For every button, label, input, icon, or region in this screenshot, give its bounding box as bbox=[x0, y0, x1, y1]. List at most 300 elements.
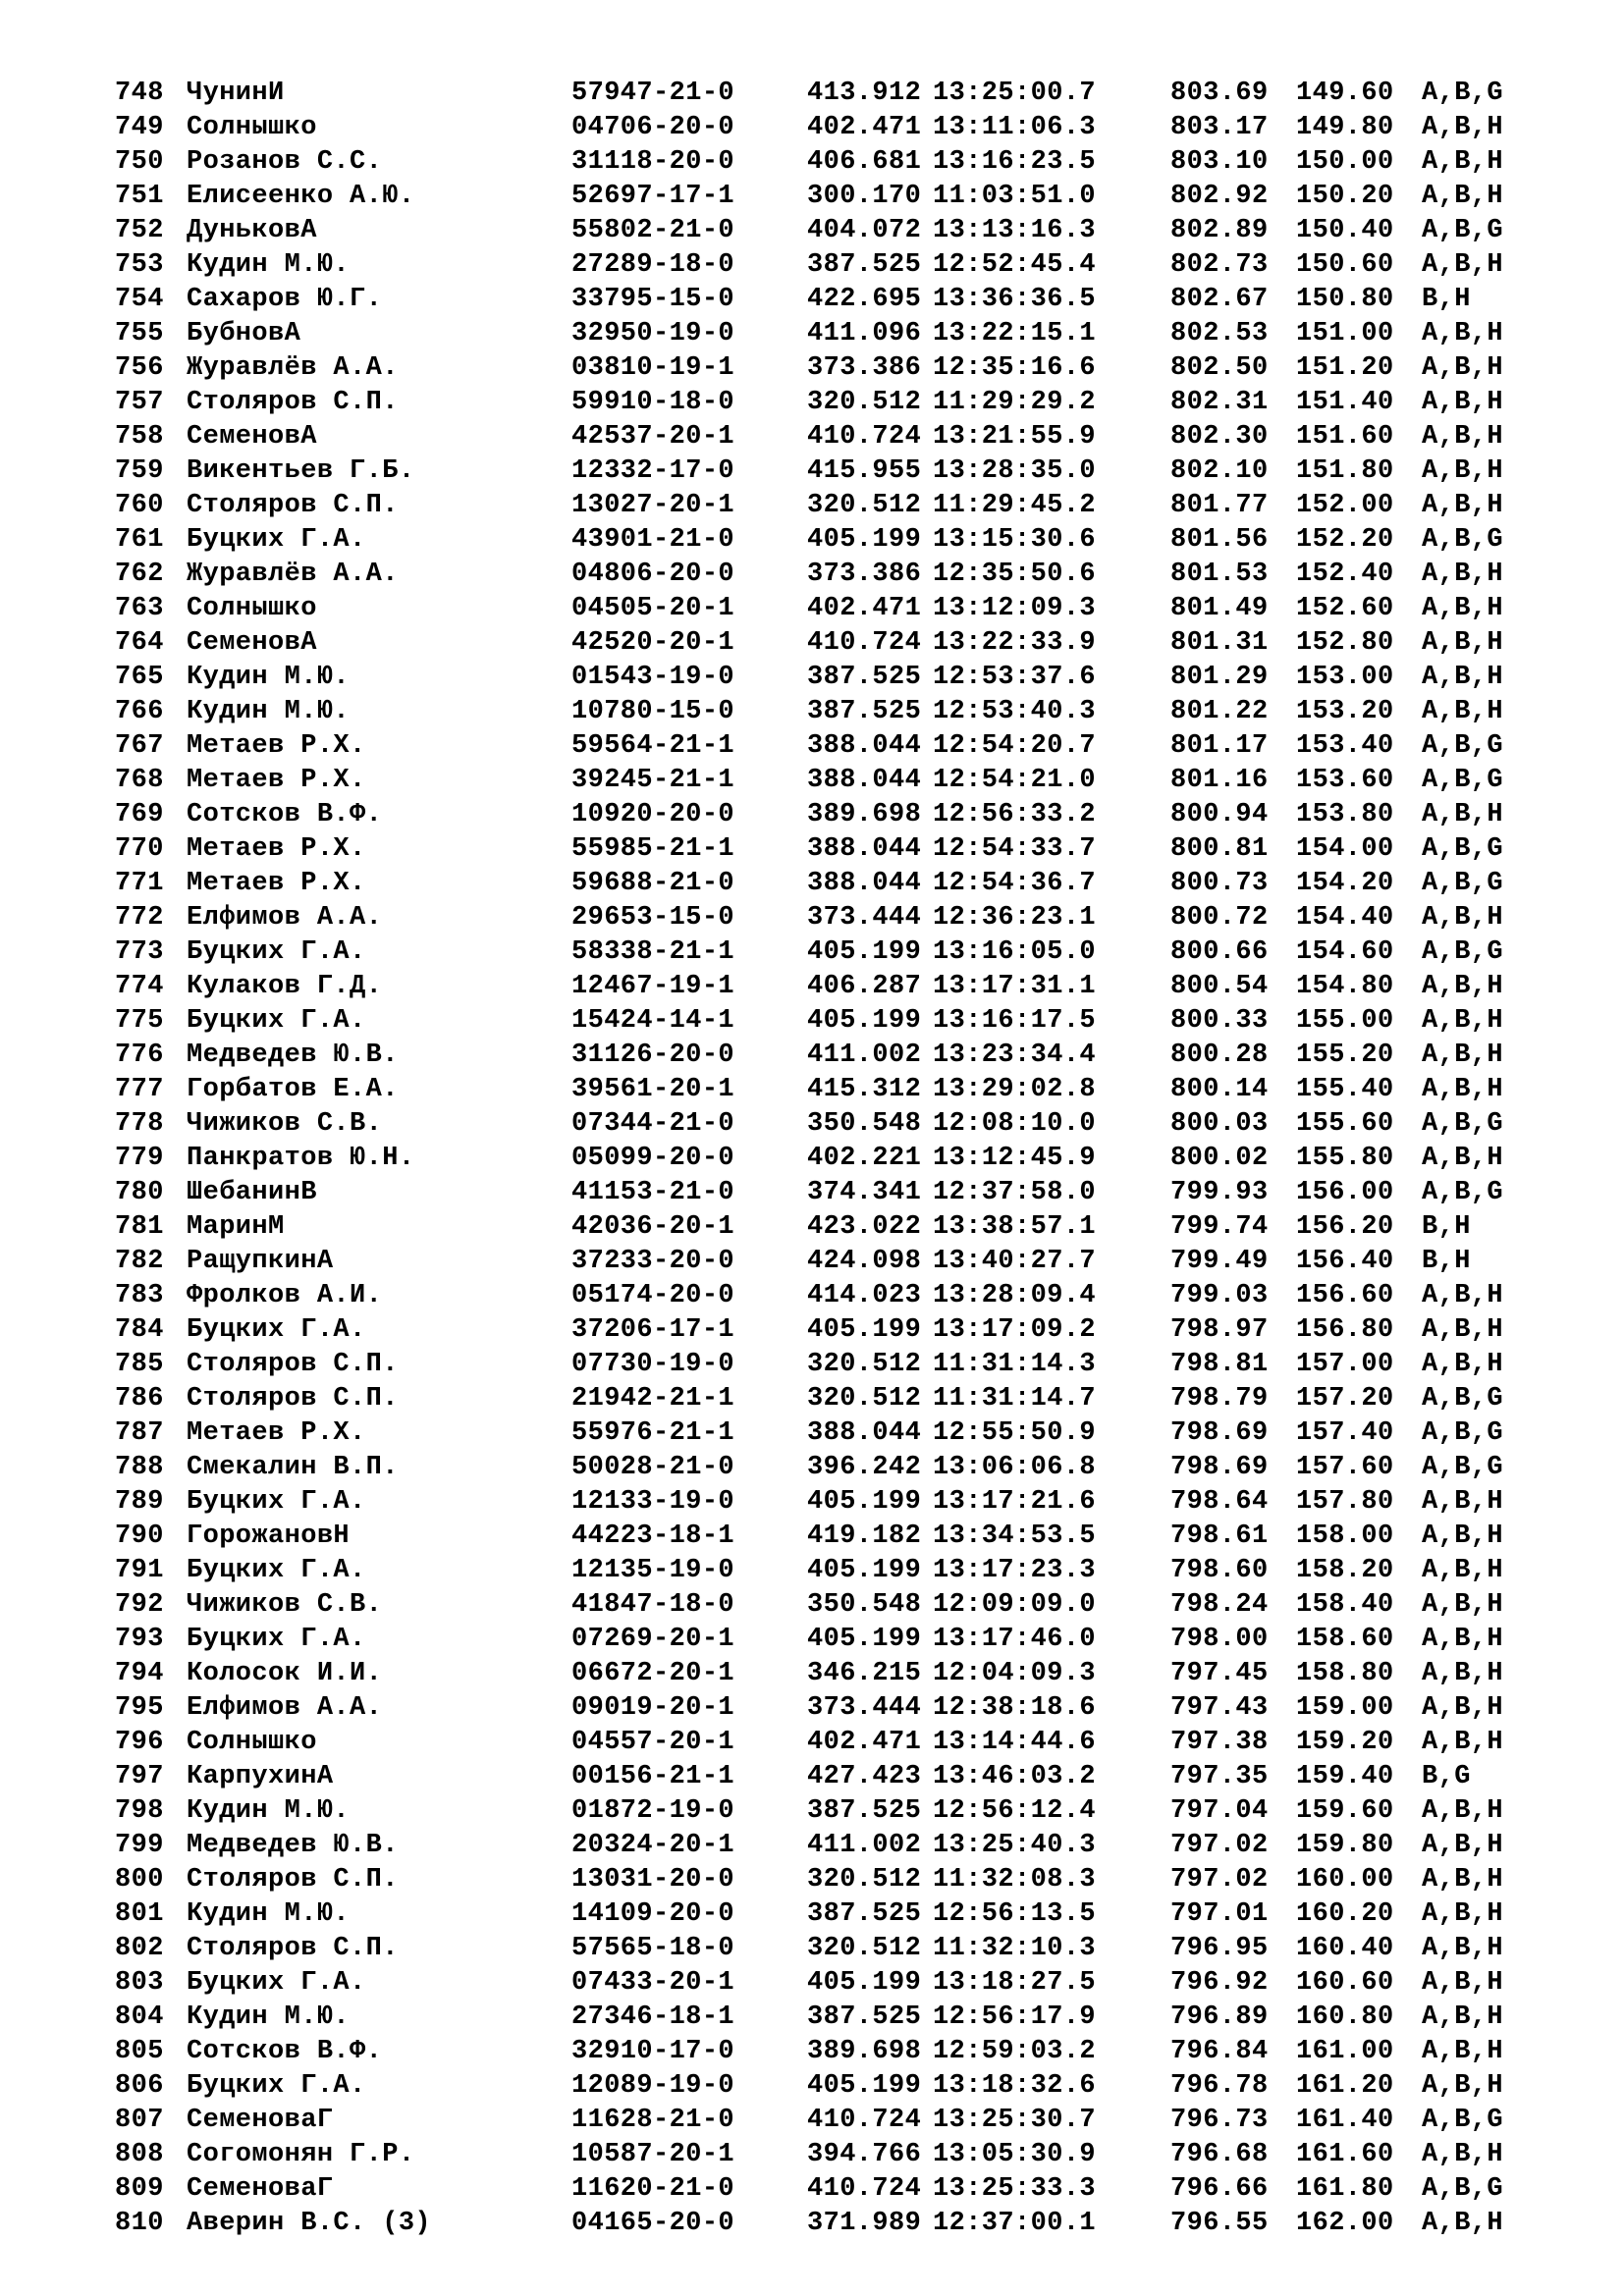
table-row bbox=[0, 1245, 1624, 1279]
table-row bbox=[0, 351, 1624, 386]
points-cell: 152.00 bbox=[1296, 491, 1394, 520]
pigeon-owner-cell: Буцких Г.А. bbox=[187, 937, 366, 967]
rank-cell: 781 bbox=[115, 1212, 164, 1242]
rank-cell: 758 bbox=[115, 422, 164, 452]
table-row bbox=[0, 2035, 1624, 2069]
category-cell: A,B,H bbox=[1422, 319, 1504, 348]
distance-cell: 396.242 bbox=[807, 1453, 922, 1482]
distance-cell: 405.199 bbox=[807, 1556, 922, 1585]
ring-number-cell: 37206-17-1 bbox=[571, 1315, 735, 1345]
table-row bbox=[0, 935, 1624, 970]
distance-cell: 346.215 bbox=[807, 1659, 922, 1688]
arrival-time-cell: 12:54:36.7 bbox=[933, 869, 1097, 898]
speed-cell: 796.89 bbox=[1170, 2002, 1269, 2032]
table-row bbox=[0, 1039, 1624, 1073]
pigeon-owner-cell: Метаев Р.Х. bbox=[187, 766, 366, 795]
ring-number-cell: 11620-21-0 bbox=[571, 2174, 735, 2204]
speed-cell: 801.77 bbox=[1170, 491, 1269, 520]
points-cell: 161.00 bbox=[1296, 2037, 1394, 2066]
arrival-time-cell: 13:05:30.9 bbox=[933, 2140, 1097, 2169]
arrival-time-cell: 12:56:33.2 bbox=[933, 800, 1097, 829]
category-cell: A,B,H bbox=[1422, 491, 1504, 520]
distance-cell: 320.512 bbox=[807, 1865, 922, 1895]
ring-number-cell: 31118-20-0 bbox=[571, 147, 735, 177]
ring-number-cell: 29653-15-0 bbox=[571, 903, 735, 933]
rank-cell: 796 bbox=[115, 1728, 164, 1757]
speed-cell: 802.67 bbox=[1170, 285, 1269, 314]
arrival-time-cell: 13:25:30.7 bbox=[933, 2106, 1097, 2135]
ring-number-cell: 10587-20-1 bbox=[571, 2140, 735, 2169]
arrival-time-cell: 13:21:55.9 bbox=[933, 422, 1097, 452]
category-cell: A,B,H bbox=[1422, 972, 1504, 1001]
distance-cell: 406.287 bbox=[807, 972, 922, 1001]
arrival-time-cell: 13:15:30.6 bbox=[933, 525, 1097, 555]
points-cell: 152.20 bbox=[1296, 525, 1394, 555]
category-cell: A,B,H bbox=[1422, 1796, 1504, 1826]
table-row bbox=[0, 592, 1624, 626]
arrival-time-cell: 13:11:06.3 bbox=[933, 113, 1097, 142]
pigeon-owner-cell: Розанов С.С. bbox=[187, 147, 383, 177]
arrival-time-cell: 12:35:50.6 bbox=[933, 560, 1097, 589]
table-row bbox=[0, 1554, 1624, 1588]
ring-number-cell: 42520-20-1 bbox=[571, 628, 735, 658]
distance-cell: 394.766 bbox=[807, 2140, 922, 2169]
points-cell: 157.20 bbox=[1296, 1384, 1394, 1414]
distance-cell: 320.512 bbox=[807, 1934, 922, 1963]
points-cell: 154.60 bbox=[1296, 937, 1394, 967]
distance-cell: 402.471 bbox=[807, 1728, 922, 1757]
points-cell: 154.00 bbox=[1296, 834, 1394, 864]
pigeon-owner-cell: КарпухинА bbox=[187, 1762, 334, 1791]
ring-number-cell: 57947-21-0 bbox=[571, 79, 735, 108]
category-cell: A,B,H bbox=[1422, 2037, 1504, 2066]
points-cell: 158.40 bbox=[1296, 1590, 1394, 1620]
speed-cell: 797.02 bbox=[1170, 1831, 1269, 1860]
speed-cell: 796.66 bbox=[1170, 2174, 1269, 2204]
category-cell: A,B,H bbox=[1422, 1487, 1504, 1517]
pigeon-owner-cell: Панкратов Ю.Н. bbox=[187, 1144, 415, 1173]
distance-cell: 373.444 bbox=[807, 1693, 922, 1723]
speed-cell: 799.49 bbox=[1170, 1247, 1269, 1276]
pigeon-owner-cell: Кудин М.Ю. bbox=[187, 1899, 351, 1929]
speed-cell: 796.73 bbox=[1170, 2106, 1269, 2135]
rank-cell: 753 bbox=[115, 250, 164, 280]
pigeon-owner-cell: Горбатов Е.А. bbox=[187, 1075, 399, 1104]
ring-number-cell: 39561-20-1 bbox=[571, 1075, 735, 1104]
category-cell: A,B,H bbox=[1422, 1693, 1504, 1723]
rank-cell: 792 bbox=[115, 1590, 164, 1620]
table-row bbox=[0, 1794, 1624, 1829]
distance-cell: 405.199 bbox=[807, 1315, 922, 1345]
distance-cell: 411.002 bbox=[807, 1831, 922, 1860]
speed-cell: 799.74 bbox=[1170, 1212, 1269, 1242]
table-row bbox=[0, 1829, 1624, 1863]
arrival-time-cell: 13:25:33.3 bbox=[933, 2174, 1097, 2204]
speed-cell: 797.04 bbox=[1170, 1796, 1269, 1826]
speed-cell: 802.10 bbox=[1170, 456, 1269, 486]
table-row bbox=[0, 283, 1624, 317]
speed-cell: 796.95 bbox=[1170, 1934, 1269, 1963]
distance-cell: 402.221 bbox=[807, 1144, 922, 1173]
table-row bbox=[0, 214, 1624, 248]
arrival-time-cell: 11:29:29.2 bbox=[933, 388, 1097, 417]
pigeon-owner-cell: Кудин М.Ю. bbox=[187, 663, 351, 692]
points-cell: 159.00 bbox=[1296, 1693, 1394, 1723]
arrival-time-cell: 13:34:53.5 bbox=[933, 1522, 1097, 1551]
points-cell: 150.60 bbox=[1296, 250, 1394, 280]
rank-cell: 798 bbox=[115, 1796, 164, 1826]
distance-cell: 411.002 bbox=[807, 1041, 922, 1070]
pigeon-owner-cell: Буцких Г.А. bbox=[187, 1315, 366, 1345]
ring-number-cell: 58338-21-1 bbox=[571, 937, 735, 967]
speed-cell: 796.68 bbox=[1170, 2140, 1269, 2169]
speed-cell: 800.81 bbox=[1170, 834, 1269, 864]
points-cell: 151.80 bbox=[1296, 456, 1394, 486]
ring-number-cell: 10780-15-0 bbox=[571, 697, 735, 726]
points-cell: 158.20 bbox=[1296, 1556, 1394, 1585]
distance-cell: 320.512 bbox=[807, 1350, 922, 1379]
ring-number-cell: 03810-19-1 bbox=[571, 353, 735, 383]
table-row bbox=[0, 1279, 1624, 1313]
pigeon-owner-cell: Солнышко bbox=[187, 1728, 317, 1757]
ring-number-cell: 32950-19-0 bbox=[571, 319, 735, 348]
ring-number-cell: 20324-20-1 bbox=[571, 1831, 735, 1860]
points-cell: 157.80 bbox=[1296, 1487, 1394, 1517]
pigeon-owner-cell: Сотсков В.Ф. bbox=[187, 800, 383, 829]
category-cell: A,B,H bbox=[1422, 1865, 1504, 1895]
distance-cell: 405.199 bbox=[807, 2071, 922, 2101]
pigeon-owner-cell: Медведев Ю.В. bbox=[187, 1041, 399, 1070]
pigeon-owner-cell: Столяров С.П. bbox=[187, 388, 399, 417]
table-row bbox=[0, 2207, 1624, 2241]
rank-cell: 776 bbox=[115, 1041, 164, 1070]
speed-cell: 800.28 bbox=[1170, 1041, 1269, 1070]
table-row bbox=[0, 832, 1624, 867]
distance-cell: 371.989 bbox=[807, 2209, 922, 2238]
category-cell: A,B,H bbox=[1422, 147, 1504, 177]
category-cell: A,B,G bbox=[1422, 766, 1504, 795]
arrival-time-cell: 13:46:03.2 bbox=[933, 1762, 1097, 1791]
distance-cell: 410.724 bbox=[807, 422, 922, 452]
speed-cell: 798.60 bbox=[1170, 1556, 1269, 1585]
rank-cell: 791 bbox=[115, 1556, 164, 1585]
pigeon-owner-cell: Буцких Г.А. bbox=[187, 1968, 366, 1998]
points-cell: 160.20 bbox=[1296, 1899, 1394, 1929]
points-cell: 160.60 bbox=[1296, 1968, 1394, 1998]
category-cell: A,B,H bbox=[1422, 456, 1504, 486]
ring-number-cell: 09019-20-1 bbox=[571, 1693, 735, 1723]
speed-cell: 802.30 bbox=[1170, 422, 1269, 452]
rank-cell: 756 bbox=[115, 353, 164, 383]
rank-cell: 785 bbox=[115, 1350, 164, 1379]
distance-cell: 320.512 bbox=[807, 491, 922, 520]
pigeon-owner-cell: Солнышко bbox=[187, 113, 317, 142]
ring-number-cell: 01872-19-0 bbox=[571, 1796, 735, 1826]
pigeon-owner-cell: ШебанинВ bbox=[187, 1178, 317, 1207]
arrival-time-cell: 13:25:00.7 bbox=[933, 79, 1097, 108]
arrival-time-cell: 12:56:12.4 bbox=[933, 1796, 1097, 1826]
arrival-time-cell: 12:56:13.5 bbox=[933, 1899, 1097, 1929]
distance-cell: 405.199 bbox=[807, 1006, 922, 1036]
category-cell: A,B,G bbox=[1422, 2106, 1504, 2135]
points-cell: 161.20 bbox=[1296, 2071, 1394, 2101]
rank-cell: 748 bbox=[115, 79, 164, 108]
ring-number-cell: 42537-20-1 bbox=[571, 422, 735, 452]
points-cell: 150.40 bbox=[1296, 216, 1394, 245]
arrival-time-cell: 12:38:18.6 bbox=[933, 1693, 1097, 1723]
category-cell: A,B,G bbox=[1422, 731, 1504, 761]
table-row bbox=[0, 1932, 1624, 1966]
speed-cell: 801.17 bbox=[1170, 731, 1269, 761]
pigeon-owner-cell: Сотсков В.Ф. bbox=[187, 2037, 383, 2066]
points-cell: 159.20 bbox=[1296, 1728, 1394, 1757]
category-cell: B,H bbox=[1422, 1247, 1471, 1276]
rank-cell: 769 bbox=[115, 800, 164, 829]
points-cell: 157.60 bbox=[1296, 1453, 1394, 1482]
ring-number-cell: 33795-15-0 bbox=[571, 285, 735, 314]
pigeon-owner-cell: Сахаров Ю.Г. bbox=[187, 285, 383, 314]
rank-cell: 775 bbox=[115, 1006, 164, 1036]
table-row bbox=[0, 1451, 1624, 1485]
points-cell: 156.00 bbox=[1296, 1178, 1394, 1207]
table-row bbox=[0, 1107, 1624, 1142]
distance-cell: 419.182 bbox=[807, 1522, 922, 1551]
distance-cell: 415.312 bbox=[807, 1075, 922, 1104]
category-cell: A,B,H bbox=[1422, 560, 1504, 589]
points-cell: 155.00 bbox=[1296, 1006, 1394, 1036]
points-cell: 156.20 bbox=[1296, 1212, 1394, 1242]
category-cell: A,B,H bbox=[1422, 1659, 1504, 1688]
table-row bbox=[0, 1863, 1624, 1897]
rank-cell: 780 bbox=[115, 1178, 164, 1207]
rank-cell: 779 bbox=[115, 1144, 164, 1173]
table-row bbox=[0, 489, 1624, 523]
pigeon-owner-cell: Медведев Ю.В. bbox=[187, 1831, 399, 1860]
ring-number-cell: 04557-20-1 bbox=[571, 1728, 735, 1757]
arrival-time-cell: 12:35:16.6 bbox=[933, 353, 1097, 383]
distance-cell: 410.724 bbox=[807, 628, 922, 658]
points-cell: 154.40 bbox=[1296, 903, 1394, 933]
table-row bbox=[0, 1897, 1624, 1932]
table-row bbox=[0, 1073, 1624, 1107]
pigeon-owner-cell: Столяров С.П. bbox=[187, 1384, 399, 1414]
pigeon-owner-cell: Буцких Г.А. bbox=[187, 525, 366, 555]
pigeon-owner-cell: Кудин М.Ю. bbox=[187, 697, 351, 726]
table-row bbox=[0, 558, 1624, 592]
arrival-time-cell: 13:16:05.0 bbox=[933, 937, 1097, 967]
rank-cell: 787 bbox=[115, 1418, 164, 1448]
points-cell: 150.20 bbox=[1296, 182, 1394, 211]
pigeon-owner-cell: Столяров С.П. bbox=[187, 1350, 399, 1379]
arrival-time-cell: 13:18:27.5 bbox=[933, 1968, 1097, 1998]
pigeon-owner-cell: Кудин М.Ю. bbox=[187, 250, 351, 280]
rank-cell: 777 bbox=[115, 1075, 164, 1104]
distance-cell: 389.698 bbox=[807, 800, 922, 829]
speed-cell: 800.66 bbox=[1170, 937, 1269, 967]
ring-number-cell: 21942-21-1 bbox=[571, 1384, 735, 1414]
rank-cell: 772 bbox=[115, 903, 164, 933]
rank-cell: 802 bbox=[115, 1934, 164, 1963]
ring-number-cell: 01543-19-0 bbox=[571, 663, 735, 692]
rank-cell: 788 bbox=[115, 1453, 164, 1482]
points-cell: 149.80 bbox=[1296, 113, 1394, 142]
arrival-time-cell: 13:40:27.7 bbox=[933, 1247, 1097, 1276]
pigeon-owner-cell: ЧунинИ bbox=[187, 79, 285, 108]
pigeon-owner-cell: БубновА bbox=[187, 319, 301, 348]
category-cell: A,B,H bbox=[1422, 250, 1504, 280]
results-table bbox=[0, 77, 1624, 2241]
rank-cell: 794 bbox=[115, 1659, 164, 1688]
points-cell: 152.60 bbox=[1296, 594, 1394, 623]
rank-cell: 757 bbox=[115, 388, 164, 417]
points-cell: 161.40 bbox=[1296, 2106, 1394, 2135]
speed-cell: 796.55 bbox=[1170, 2209, 1269, 2238]
category-cell: A,B,G bbox=[1422, 937, 1504, 967]
ring-number-cell: 50028-21-0 bbox=[571, 1453, 735, 1482]
table-row bbox=[0, 764, 1624, 798]
category-cell: A,B,H bbox=[1422, 1625, 1504, 1654]
category-cell: A,B,H bbox=[1422, 388, 1504, 417]
arrival-time-cell: 12:54:21.0 bbox=[933, 766, 1097, 795]
ring-number-cell: 37233-20-0 bbox=[571, 1247, 735, 1276]
rank-cell: 752 bbox=[115, 216, 164, 245]
speed-cell: 800.33 bbox=[1170, 1006, 1269, 1036]
speed-cell: 802.50 bbox=[1170, 353, 1269, 383]
category-cell: A,B,H bbox=[1422, 800, 1504, 829]
arrival-time-cell: 13:12:45.9 bbox=[933, 1144, 1097, 1173]
distance-cell: 387.525 bbox=[807, 250, 922, 280]
points-cell: 158.00 bbox=[1296, 1522, 1394, 1551]
pigeon-owner-cell: СеменовА bbox=[187, 628, 317, 658]
table-row bbox=[0, 1623, 1624, 1657]
rank-cell: 805 bbox=[115, 2037, 164, 2066]
distance-cell: 422.695 bbox=[807, 285, 922, 314]
distance-cell: 388.044 bbox=[807, 766, 922, 795]
rank-cell: 765 bbox=[115, 663, 164, 692]
points-cell: 150.00 bbox=[1296, 147, 1394, 177]
table-row bbox=[0, 1691, 1624, 1726]
speed-cell: 802.89 bbox=[1170, 216, 1269, 245]
category-cell: A,B,G bbox=[1422, 834, 1504, 864]
pigeon-owner-cell: МаринМ bbox=[187, 1212, 285, 1242]
pigeon-owner-cell: Елфимов А.А. bbox=[187, 1693, 383, 1723]
speed-cell: 798.61 bbox=[1170, 1522, 1269, 1551]
category-cell: A,B,H bbox=[1422, 1968, 1504, 1998]
category-cell: A,B,H bbox=[1422, 1350, 1504, 1379]
rank-cell: 797 bbox=[115, 1762, 164, 1791]
ring-number-cell: 14109-20-0 bbox=[571, 1899, 735, 1929]
category-cell: B,G bbox=[1422, 1762, 1471, 1791]
rank-cell: 810 bbox=[115, 2209, 164, 2238]
rank-cell: 771 bbox=[115, 869, 164, 898]
arrival-time-cell: 11:31:14.3 bbox=[933, 1350, 1097, 1379]
rank-cell: 786 bbox=[115, 1384, 164, 1414]
arrival-time-cell: 11:29:45.2 bbox=[933, 491, 1097, 520]
rank-cell: 799 bbox=[115, 1831, 164, 1860]
ring-number-cell: 12133-19-0 bbox=[571, 1487, 735, 1517]
pigeon-owner-cell: Журавлёв А.А. bbox=[187, 560, 399, 589]
table-row bbox=[0, 1760, 1624, 1794]
points-cell: 154.20 bbox=[1296, 869, 1394, 898]
distance-cell: 405.199 bbox=[807, 937, 922, 967]
category-cell: A,B,H bbox=[1422, 1556, 1504, 1585]
speed-cell: 800.14 bbox=[1170, 1075, 1269, 1104]
rank-cell: 795 bbox=[115, 1693, 164, 1723]
pigeon-owner-cell: СеменовА bbox=[187, 422, 317, 452]
table-row bbox=[0, 2104, 1624, 2138]
speed-cell: 802.73 bbox=[1170, 250, 1269, 280]
points-cell: 155.20 bbox=[1296, 1041, 1394, 1070]
ring-number-cell: 13027-20-1 bbox=[571, 491, 735, 520]
speed-cell: 797.45 bbox=[1170, 1659, 1269, 1688]
category-cell: A,B,H bbox=[1422, 1006, 1504, 1036]
pigeon-owner-cell: Кудин М.Ю. bbox=[187, 1796, 351, 1826]
pigeon-owner-cell: Метаев Р.Х. bbox=[187, 731, 366, 761]
ring-number-cell: 59688-21-0 bbox=[571, 869, 735, 898]
ring-number-cell: 13031-20-0 bbox=[571, 1865, 735, 1895]
speed-cell: 799.03 bbox=[1170, 1281, 1269, 1310]
arrival-time-cell: 13:17:46.0 bbox=[933, 1625, 1097, 1654]
category-cell: A,B,G bbox=[1422, 525, 1504, 555]
arrival-time-cell: 12:54:20.7 bbox=[933, 731, 1097, 761]
distance-cell: 387.525 bbox=[807, 2002, 922, 2032]
points-cell: 160.00 bbox=[1296, 1865, 1394, 1895]
table-row bbox=[0, 1348, 1624, 1382]
rank-cell: 754 bbox=[115, 285, 164, 314]
distance-cell: 350.548 bbox=[807, 1109, 922, 1139]
pigeon-owner-cell: Метаев Р.Х. bbox=[187, 834, 366, 864]
distance-cell: 405.199 bbox=[807, 1968, 922, 1998]
category-cell: A,B,H bbox=[1422, 1899, 1504, 1929]
ring-number-cell: 44223-18-1 bbox=[571, 1522, 735, 1551]
arrival-time-cell: 13:16:17.5 bbox=[933, 1006, 1097, 1036]
table-row bbox=[0, 1726, 1624, 1760]
pigeon-owner-cell: Буцких Г.А. bbox=[187, 1556, 366, 1585]
arrival-time-cell: 13:14:44.6 bbox=[933, 1728, 1097, 1757]
distance-cell: 388.044 bbox=[807, 731, 922, 761]
category-cell: A,B,H bbox=[1422, 697, 1504, 726]
table-row bbox=[0, 1657, 1624, 1691]
speed-cell: 800.54 bbox=[1170, 972, 1269, 1001]
speed-cell: 797.38 bbox=[1170, 1728, 1269, 1757]
table-row bbox=[0, 1520, 1624, 1554]
speed-cell: 802.92 bbox=[1170, 182, 1269, 211]
distance-cell: 402.471 bbox=[807, 113, 922, 142]
rank-cell: 783 bbox=[115, 1281, 164, 1310]
speed-cell: 798.24 bbox=[1170, 1590, 1269, 1620]
speed-cell: 798.81 bbox=[1170, 1350, 1269, 1379]
points-cell: 156.80 bbox=[1296, 1315, 1394, 1345]
arrival-time-cell: 13:17:31.1 bbox=[933, 972, 1097, 1001]
points-cell: 153.80 bbox=[1296, 800, 1394, 829]
table-row bbox=[0, 2001, 1624, 2035]
category-cell: A,B,H bbox=[1422, 594, 1504, 623]
table-row bbox=[0, 970, 1624, 1004]
pigeon-owner-cell: РащупкинА bbox=[187, 1247, 334, 1276]
ring-number-cell: 39245-21-1 bbox=[571, 766, 735, 795]
points-cell: 153.20 bbox=[1296, 697, 1394, 726]
points-cell: 152.40 bbox=[1296, 560, 1394, 589]
rank-cell: 782 bbox=[115, 1247, 164, 1276]
table-row bbox=[0, 386, 1624, 420]
rank-cell: 768 bbox=[115, 766, 164, 795]
speed-cell: 801.22 bbox=[1170, 697, 1269, 726]
arrival-time-cell: 13:18:32.6 bbox=[933, 2071, 1097, 2101]
rank-cell: 806 bbox=[115, 2071, 164, 2101]
rank-cell: 767 bbox=[115, 731, 164, 761]
rank-cell: 804 bbox=[115, 2002, 164, 2032]
category-cell: A,B,H bbox=[1422, 2071, 1504, 2101]
